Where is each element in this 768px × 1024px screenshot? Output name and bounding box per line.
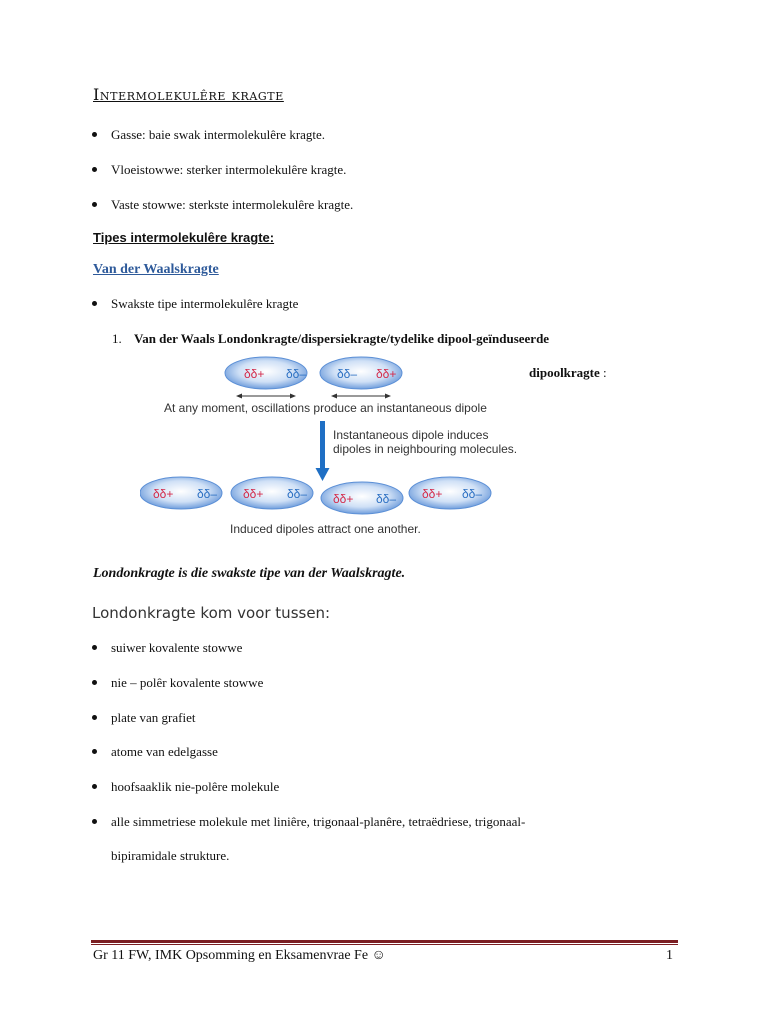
bullet-icon xyxy=(92,132,97,137)
bullet-icon xyxy=(92,202,97,207)
delta-minus-label: δδ– xyxy=(462,487,483,501)
numbered-item-continuation xyxy=(529,365,607,381)
list-item-text: Vaste stowwe: sterkste intermolekulêre kragte. xyxy=(111,197,354,212)
delta-minus-label: δδ– xyxy=(337,367,358,381)
bullet-icon xyxy=(92,749,97,754)
bullet-icon xyxy=(92,645,97,650)
delta-plus-label: δδ+ xyxy=(153,487,174,501)
list-item-text: Swakste tipe intermolekulêre kragte xyxy=(111,296,299,311)
caption-bottom: Induced dipoles attract one another. xyxy=(230,522,421,536)
item-number: 1. xyxy=(112,331,122,346)
continuation-text: dipoolkragte xyxy=(529,365,600,380)
list-item-text: nie – polêr kovalente stowwe xyxy=(111,675,264,690)
delta-plus-label: δδ+ xyxy=(333,492,354,506)
bullet-icon xyxy=(92,819,97,824)
bullet-icon xyxy=(92,167,97,172)
list-item-text: plate van grafiet xyxy=(111,710,196,725)
page-title: Intermolekulêre kragte xyxy=(93,85,284,104)
bullet-icon xyxy=(92,301,97,306)
arrow-caption-line1: Instantaneous dipole induces xyxy=(333,428,489,442)
numbered-item xyxy=(112,331,549,347)
item-text: Van der Waals Londonkragte/dispersiekragte/tydelike dipool-geïnduseerde xyxy=(134,331,550,346)
list-item-text: Vloeistowwe: sterker intermolekulêre kragte. xyxy=(111,162,347,177)
footer-rule xyxy=(91,944,678,945)
delta-plus-label: δδ+ xyxy=(376,367,397,381)
london-statement: Londonkragte is die swakste tipe van der Waalskragte. xyxy=(93,566,406,581)
delta-plus-label: δδ+ xyxy=(422,487,443,501)
induction-arrow xyxy=(320,421,325,471)
delta-minus-label: δδ– xyxy=(376,492,397,506)
continuation-colon: : xyxy=(599,365,607,380)
bullet-icon xyxy=(92,715,97,720)
footer-text: Gr 11 FW, IMK Opsomming en Eksamenvrae Fe ☺ xyxy=(93,948,386,963)
types-heading: Tipes intermolekulêre kragte: xyxy=(93,230,275,245)
list-item-text: atome van edelgasse xyxy=(111,744,218,759)
delta-minus-label: δδ– xyxy=(197,487,218,501)
list-item-text: suiwer kovalente stowwe xyxy=(111,640,243,655)
list-item-text: Gasse: baie swak intermolekulêre kragte. xyxy=(111,127,326,142)
bullet-icon xyxy=(92,680,97,685)
occurs-between-heading: Londonkragte kom voor tussen: xyxy=(92,604,331,622)
footer-rule xyxy=(91,940,678,943)
list-item-text: bipiramidale strukture. xyxy=(111,848,230,863)
delta-minus-label: δδ– xyxy=(286,367,307,381)
caption-top: At any moment, oscillations produce an instantaneous dipole xyxy=(164,401,487,415)
delta-plus-label: δδ+ xyxy=(243,487,264,501)
delta-minus-label: δδ– xyxy=(287,487,308,501)
arrow-caption-line2: dipoles in neighbouring molecules. xyxy=(333,442,518,456)
list-item-text: alle simmetriese molekule met liniêre, trigonaal-planêre, tetraëdriese, trigonaal- xyxy=(111,814,526,829)
london-forces-figure xyxy=(140,355,520,545)
bullet-icon xyxy=(92,784,97,789)
vdw-heading: Van der Waalskragte xyxy=(93,262,219,277)
list-item-text: hoofsaaklik nie-polêre molekule xyxy=(111,779,280,794)
page-number: 1 xyxy=(666,948,673,963)
delta-plus-label: δδ+ xyxy=(244,367,265,381)
